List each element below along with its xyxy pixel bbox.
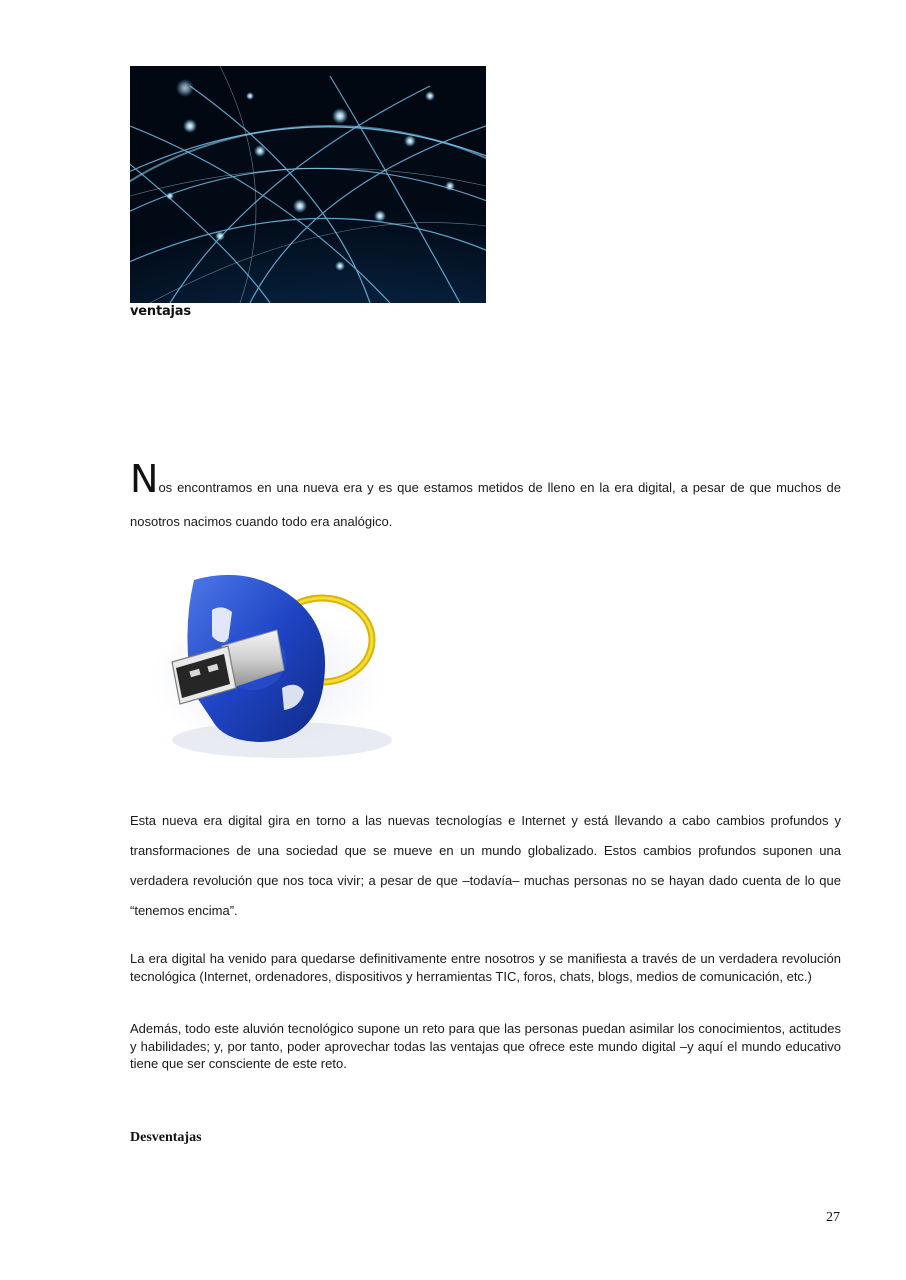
section-heading: Desventajas [130,1130,202,1145]
drop-cap: N [130,457,159,501]
image-caption: ventajas [130,304,191,319]
page-number: 27 [826,1210,840,1225]
intro-text: os encontramos en una nueva era y es que estamos metidos de lleno en la era digital, a pesar de que muchos de nosotros nacimos cuando todo era analógico. [130,480,841,529]
usb-pacifier-image [132,570,404,768]
body-paragraph: Esta nueva era digital gira en torno a las nuevas tecnologías e Internet y está llevando a cabo cambios profundos y transformaciones de una sociedad que se mueve en un mundo globalizado. Estos cambios profundos suponen una verdadera revolución que nos toca vivir; a pesar de que –todavía– muchas personas no se hayan dado cuenta de lo que “tenemos encima”. [130,813,841,918]
globe-network-image [130,66,486,303]
body-paragraph: Además, todo este aluvión tecnológico supone un reto para que las personas puedan asimilar los conocimientos, actitudes y habilidades; y, por tanto, poder aprovechar todas las ventajas que ofrece este mundo digital –y aquí el mundo educativo tiene que ser consciente de este reto. [130,1021,841,1071]
body-paragraph: La era digital ha venido para quedarse definitivamente entre nosotros y se manifiesta a través de un verdadera revolución tecnológica (Internet, ordenadores, dispositivos y herramientas TIC, foros, chats, blogs, medios de comunicación, etc.) [130,951,841,984]
intro-paragraph [130,457,841,539]
